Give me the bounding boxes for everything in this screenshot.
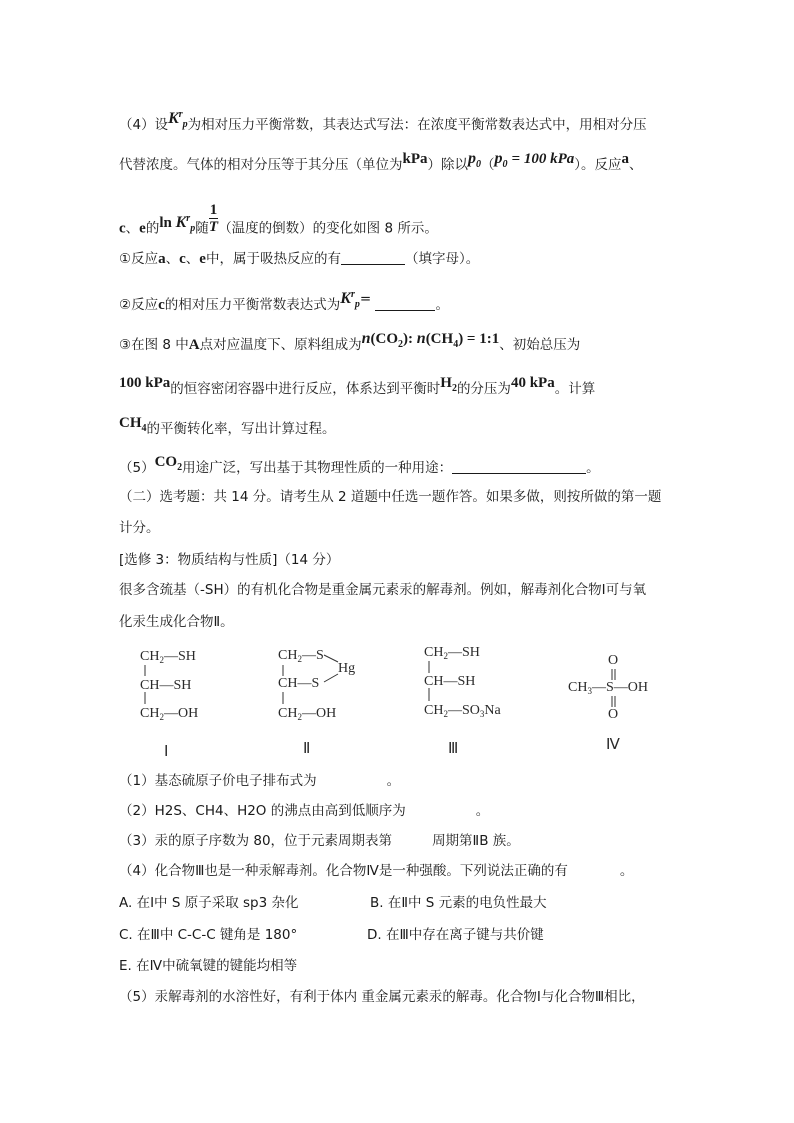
structure-IV-main: $CH_3—S—OH$ [568,680,648,696]
ch4-formula: $CH_4$ [119,415,147,434]
kp-symbol: $K^r_p$ [168,109,188,130]
answer-blank[interactable] [452,459,586,474]
option-B[interactable]: B. 在Ⅱ中 S 元素的电负性最大 [370,895,547,911]
option-E[interactable]: E. 在Ⅳ中硫氧键的键能均相等 [119,958,298,974]
reaction-a: a [621,151,629,167]
label-II: Ⅱ [303,741,311,757]
option-C[interactable]: C. 在Ⅲ中 C-C-C 键角是 180° [119,927,298,943]
question-4 [119,862,633,880]
kp-symbol: $K^r_p$ [340,289,360,310]
q-text: 的相对压力平衡常数表达式为 [164,297,341,313]
answer-blank[interactable] [375,296,435,311]
part4-text: 的 [145,220,160,237]
structure-III-row1: $CH_2—SH$ [424,645,480,661]
question-3 [119,832,520,850]
fraction-1-over-T: $\frac{1}{T}$ [208,202,219,235]
separator: 、 [628,157,643,173]
p0-equation: $p_0 = 100$ kPa [494,150,575,170]
question-4-1 [119,250,479,268]
separator: 、 [125,220,140,237]
reaction-c: c [158,297,165,313]
part4-prefix: （4）设 [119,117,169,133]
q-text: ③在图 8 中 [119,337,189,353]
option-A[interactable]: A. 在Ⅰ中 S 原子采取 sp3 杂化 [119,895,299,911]
structure-I-row2: CH—SH [140,678,192,693]
unit-kpa: kPa [402,151,428,167]
reaction-e: e [139,220,146,237]
q-text: （5） [119,460,155,476]
q-text: ②反应 [119,297,159,313]
part4-text: 代替浓度。气体的相对分压等于其分压（单位为 [119,157,403,173]
q-text: 。计算 [554,381,596,397]
q-text: 的分压为 [456,381,511,397]
option-D[interactable]: D. 在Ⅲ中存在离子键与共价键 [367,927,544,943]
separator: 、 [165,251,180,267]
part5-line [119,454,600,483]
structure-IV [568,652,678,732]
q-text: 中，属于吸热反应的有 [205,251,341,267]
part4-line3 [119,202,438,245]
structure-IV-o-bottom: O [608,707,619,722]
point-a: A [188,337,200,353]
structure-I [140,648,230,758]
label-IV: Ⅳ [606,737,620,753]
part4-line1 [119,109,647,140]
part4-text: （ [481,157,495,173]
label-III: Ⅲ [448,741,459,757]
equals: = [359,291,372,307]
q-text: 的恒容密闭容器中进行反应，体系达到平衡时 [170,381,441,397]
part4-text: （温度的倒数）的变化如图 8 所示。 [218,220,438,237]
part4-text: ）。反应 [574,157,622,173]
structure-II-row3: $CH_2—OH$ [278,706,337,722]
q-text: （填字母）。 [404,251,480,267]
q-text: 周期第ⅡB 族。 [432,833,520,849]
q-text: ①反应 [119,251,159,267]
co2-formula: $CO_2$ [154,454,183,473]
question-1 [119,772,400,790]
intro-line2: 化汞生成化合物Ⅱ。 [119,614,234,630]
structure-III-row3: $CH_2—SO_3Na$ [424,703,501,719]
q-text: 的平衡转化率，写出计算过程。 [146,421,336,437]
q-text: 用途广泛，写出基于其物理性质的一种用途： [182,460,453,476]
q-text: 点对应温度下、原料组成为 [199,337,362,353]
question-5: （5）汞解毒剂的水溶性好，有利于体内 重金属元素汞的解毒。化合物Ⅰ与化合物Ⅲ相比， [119,989,645,1005]
q-text: 。 [475,803,490,819]
section2-line1: （二）选考题：共 14 分。请考生从 2 道题中任选一题作答。如果多做，则按所做的第一题 [119,489,662,505]
q-text: 。 [386,773,401,789]
question-2 [119,802,489,820]
label-I: Ⅰ [164,744,169,760]
structure-II-row1: $CH_2—S$ [278,648,324,664]
reaction-c: c [119,220,126,237]
q-text: 。 [435,297,449,313]
part4-text: 随 [195,220,209,237]
structure-III [424,644,544,754]
structure-II-hg: Hg [338,661,356,676]
q-text: （3）汞的原子序数为 80，位于元素周期表第 [119,833,393,849]
pressure-100: 100 kPa [119,375,171,391]
structure-III-row2: CH—SH [424,674,476,689]
question-4-3-line2 [119,375,596,404]
q-text: （4）化合物Ⅲ也是一种汞解毒剂。化合物Ⅳ是一种强酸。下列说法正确的有 [119,863,568,879]
answer-blank[interactable] [341,250,405,265]
question-4-3-line3 [119,415,336,444]
separator: 、 [185,251,200,267]
question-4-2 [119,289,449,320]
section2-line2: 计分。 [119,520,160,536]
part4-text: ）除以 [427,157,469,173]
elective-title: [选修 3：物质结构与性质]（14 分） [119,552,340,568]
reaction-c: c [179,251,186,267]
question-4-3-line1 [119,330,581,360]
p0-symbol: $p_0$ [468,150,482,170]
q-text: 、初始总压为 [499,337,581,353]
q-text: 。 [586,460,600,476]
intro-line1: 很多含巯基（-SH）的有机化合物是重金属元素汞的解毒剂。例如，解毒剂化合物Ⅰ可与氧 [119,582,647,598]
pressure-40: 40 kPa [510,375,555,391]
q-text: （1）基态硫原子价电子排布式为 [119,773,317,789]
ln-kp: $\ln K^r_p$ [159,212,196,234]
reaction-a: a [158,251,166,267]
q-text: 。 [619,863,634,879]
structure-I-row1: $CH_2—SH$ [140,649,196,665]
part4-line2 [119,150,643,180]
feed-ratio: $n(CO_2)$: $n(CH_4)$ = 1:1 [361,330,500,350]
part4-intro: 为相对压力平衡常数，其表达式写法：在浓度平衡常数表达式中，用相对分压 [187,117,647,133]
structure-II-row2: CH—S [278,676,320,691]
structure-II [278,646,378,756]
structure-IV-o-top: O [608,653,619,668]
h2-formula: $H_2$ [440,375,457,394]
reaction-e: e [199,251,206,267]
q-text: （2）H2S、CH4、H2O 的沸点由高到低顺序为 [119,803,406,819]
structure-I-row3: $CH_2—OH$ [140,706,199,722]
